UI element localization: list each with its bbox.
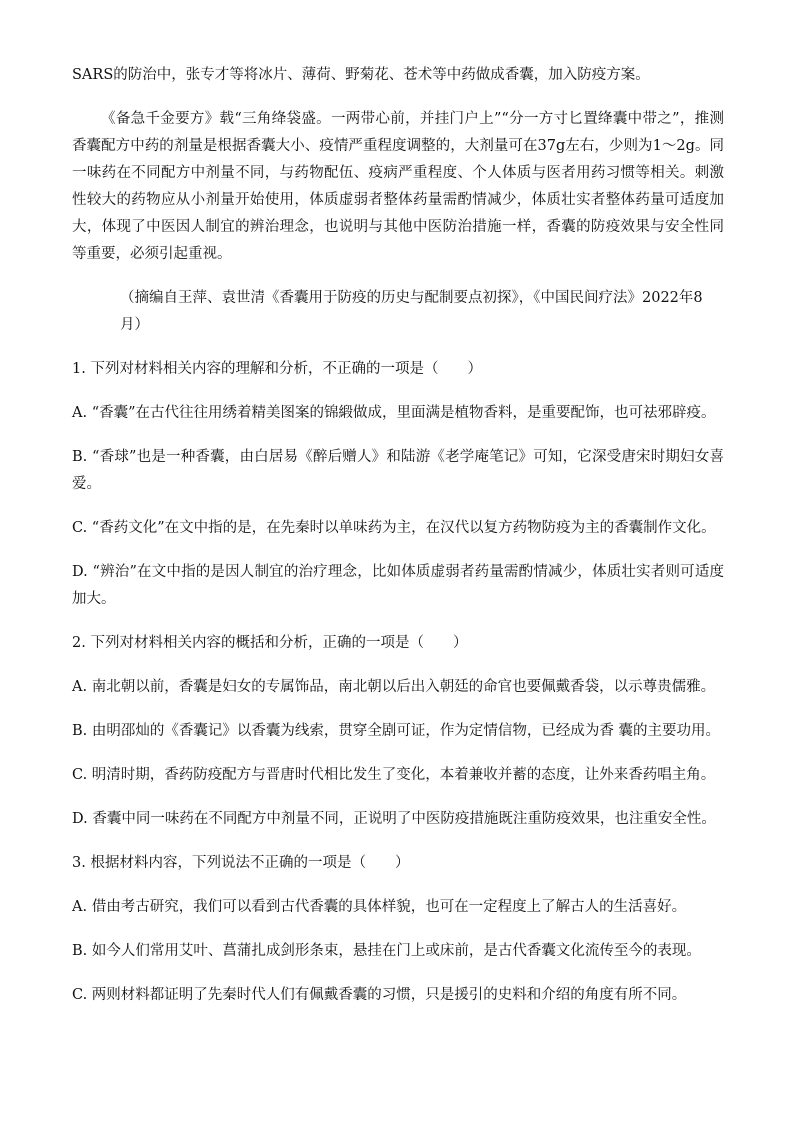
question-2-option-d: D. 香囊中同一味药在不同配方中剂量不同，正说明了中医防疫措施既注重防疫效果，也注重安全性。 bbox=[72, 811, 716, 827]
question-2-option-a: A. 南北朝以前，香囊是妇女的专属饰品，南北朝以后出入朝廷的命官也要佩戴香袋，以示尊贵儒雅。 bbox=[72, 679, 716, 695]
question-1-option-c: C. “香药文化”在文中指的是，在先秦时以单味药为主，在汉代以复方药物防疫为主的香囊制作文化。 bbox=[72, 520, 716, 536]
question-1-option-d: D. “辨治”在文中指的是因人制宜的治疗理念，比如体质虚弱者药量需酌情减少，体质壮实者则可适度加大。 bbox=[72, 564, 724, 607]
question-3-option-b: B. 如今人们常用艾叶、菖蒲扎成剑形条束，悬挂在门上或床前，是古代香囊文化流传至今的表现。 bbox=[72, 943, 701, 959]
question-2-option-b: B. 由明邵灿的《香囊记》以香囊为线索，贯穿全剧可证，作为定情信物，已经成为香 囊的主要功用。 bbox=[72, 723, 720, 739]
passage-paragraph-1: SARS的防治中，张专才等将冰片、薄荷、野菊花、苍术等中药做成香囊，加入防疫方案。 bbox=[72, 67, 650, 83]
question-1-option-a: A. “香囊”在古代往往用绣着精美图案的锦緞做成，里面满是植物香料，是重要配饰，也可祛邪辟疫。 bbox=[72, 405, 716, 421]
question-2-stem: 2. 下列对材料相关内容的概括和分析，正确的一项是（ ） bbox=[72, 635, 468, 651]
question-3-stem: 3. 根据材料内容，下列说法不正确的一项是（ ） bbox=[72, 855, 410, 871]
question-3-option-a: A. 借由考古研究，我们可以看到古代香囊的具体样貌，也可在一定程度上了解古人的生活喜好。 bbox=[72, 899, 687, 915]
question-1-option-b: B. “香球”也是一种香囊，由白居易《醉后赠人》和陆游《老学庵笔记》可知，它深受唐宋时期妇女喜爱。 bbox=[72, 449, 724, 492]
question-2-option-c: C. 明清时期，香药防疫配方与晋唐时代相比发生了变化，本着兼收并蓄的态度，让外来香药唱主角。 bbox=[72, 767, 716, 783]
passage-source-citation: （摘编自王萍、袁世清《香囊用于防疫的历史与配制要点初探》，《中国民间疗法》2022年8月） bbox=[120, 290, 703, 333]
question-1-stem: 1. 下列对材料相关内容的理解和分析，不正确的一项是（ ） bbox=[72, 361, 482, 377]
question-3-option-c: C. 两则材料都证明了先秦时代人们有佩戴香囊的习惯，只是援引的史料和介绍的角度有所不同。 bbox=[72, 987, 687, 1003]
passage-paragraph-2: 《备急千金要方》载“三角绛袋盛。一两带心前，并挂门户上”“分一方寸匕置绛囊中带之”，推测香囊配方中药的剂量是根据香囊大小、疫情严重程度调整的，大剂量可在37g左右，少则为1～2g。同一味药在不同配方中剂量不同，与药物配伍、疫病严重程度、个人体质与医者用药习惯等相关。刺激性较大的药物应从小剂量开始使用，体质虚弱者整体药量需酌情减少，体质壮实者整体药量可适度加大，体现了中医因人制宜的辨治理念，也说明与其他中医防治措施一样，香囊的防疫效果与安全性同等重要，必须引起重视。 bbox=[72, 111, 724, 262]
document-page bbox=[72, 62, 724, 1009]
